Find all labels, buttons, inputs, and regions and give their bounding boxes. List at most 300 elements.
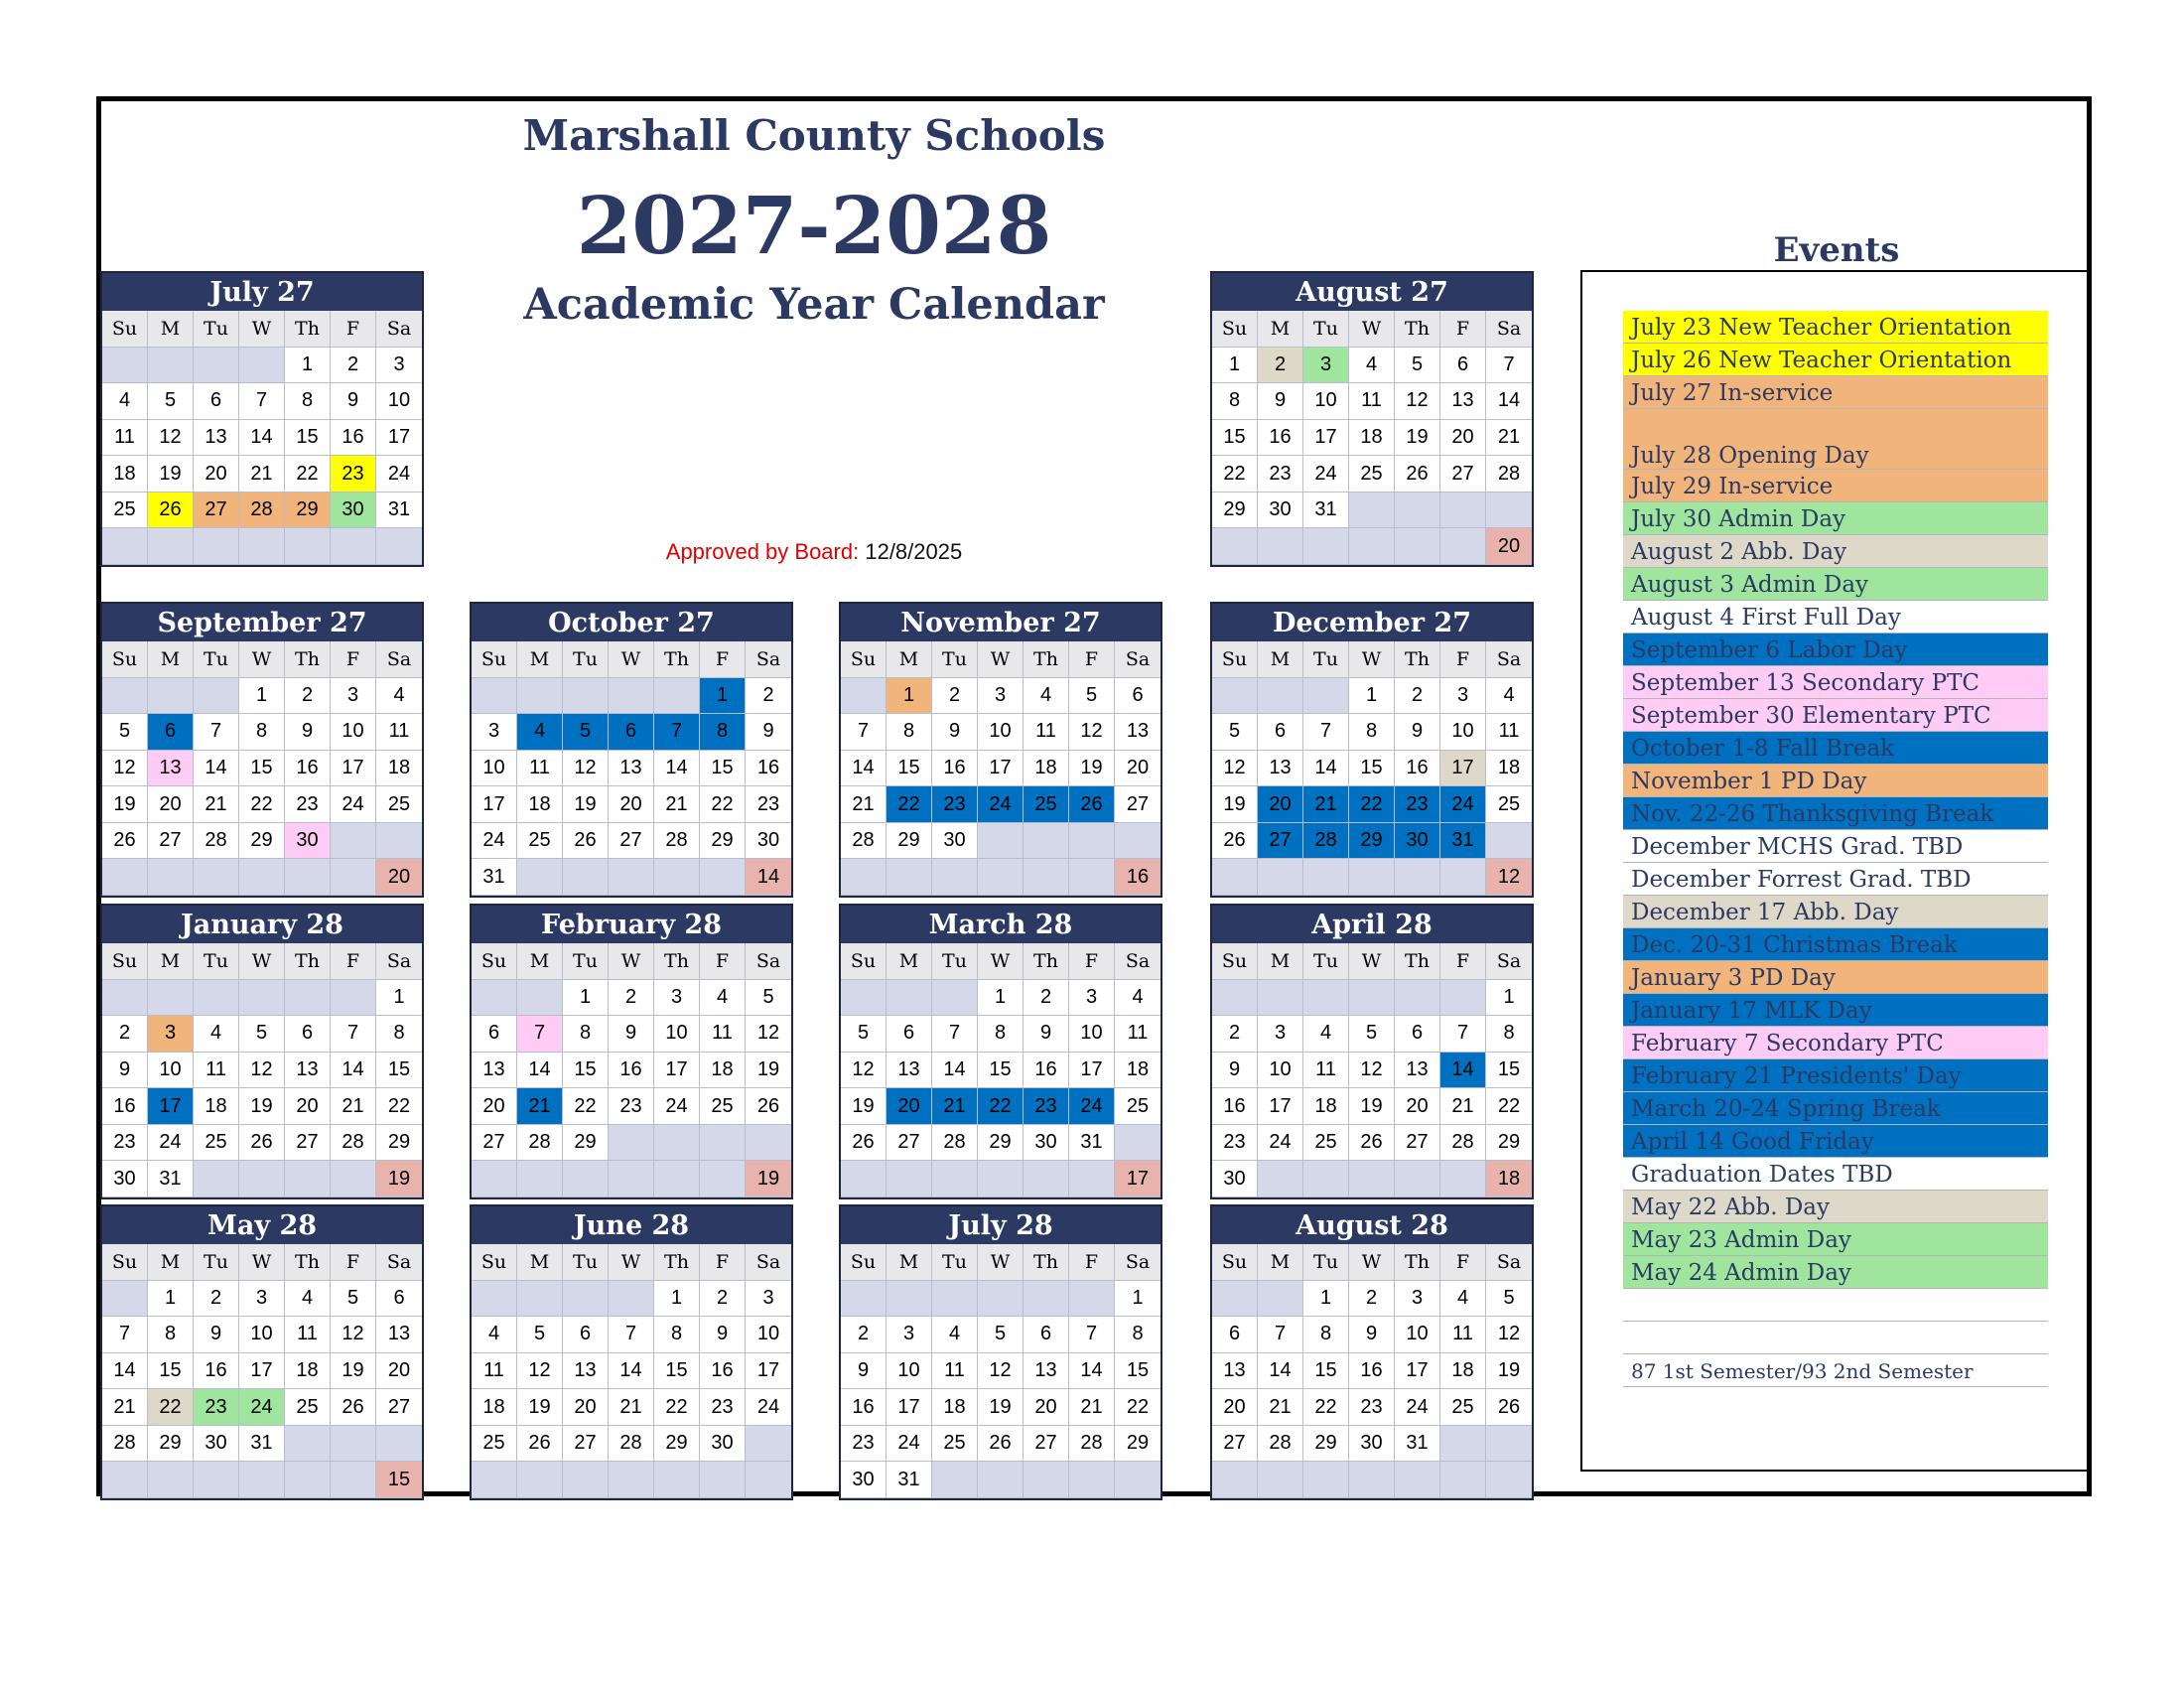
event-item: September 6 Labor Day	[1623, 633, 2048, 666]
day-cell: 7	[1440, 1016, 1486, 1053]
day-cell: 12	[1486, 1317, 1532, 1353]
weekday-header: Su	[102, 943, 148, 980]
weekday-header: W	[1349, 311, 1395, 348]
day-cell: 26	[239, 1125, 285, 1162]
empty-cell	[472, 1281, 517, 1318]
day-cell: 16	[194, 1353, 239, 1390]
day-cell: 3	[746, 1281, 791, 1318]
day-cell: 31	[148, 1161, 194, 1197]
day-cell: 11	[1303, 1053, 1349, 1089]
day-cell: 17	[472, 786, 517, 823]
day-cell: 8	[1349, 714, 1395, 751]
day-cell: 24	[1303, 456, 1349, 492]
day-cell: 16	[1258, 420, 1303, 457]
day-cell: 27	[563, 1426, 609, 1463]
day-cell: 3	[239, 1281, 285, 1318]
day-cell: 9	[1349, 1317, 1395, 1353]
weekday-header: F	[331, 641, 376, 678]
day-cell: 15	[654, 1353, 700, 1390]
month-mar28	[839, 904, 1162, 1199]
day-cell: 20	[563, 1389, 609, 1426]
day-cell: 15	[978, 1053, 1024, 1089]
empty-cell	[1069, 1281, 1115, 1318]
month-jul28	[839, 1204, 1162, 1500]
day-cell: 30	[1024, 1125, 1069, 1162]
day-cell: 3	[1303, 348, 1349, 384]
day-cell: 6	[472, 1016, 517, 1053]
month-grid	[102, 641, 422, 896]
weekday-header: M	[1258, 641, 1303, 678]
day-cell: 16	[1212, 1088, 1258, 1125]
event-item	[1623, 1289, 2048, 1322]
day-cell: 26	[841, 1125, 887, 1162]
day-cell: 22	[700, 786, 746, 823]
day-cell: 1	[1349, 678, 1395, 715]
day-cell: 15	[376, 1053, 422, 1089]
weekday-header: W	[1349, 1244, 1395, 1281]
day-cell: 15	[700, 751, 746, 787]
day-cell: 5	[1486, 1281, 1532, 1318]
events-list	[1623, 311, 2048, 1387]
empty-cell	[1115, 1462, 1160, 1498]
day-cell: 30	[1395, 823, 1440, 860]
weekday-header: F	[1069, 1244, 1115, 1281]
weekday-header: F	[1440, 641, 1486, 678]
day-cell: 29	[148, 1426, 194, 1463]
empty-cell	[1440, 859, 1486, 896]
empty-cell	[1024, 1281, 1069, 1318]
day-cell: 10	[978, 714, 1024, 751]
day-cell: 21	[609, 1389, 654, 1426]
empty-cell	[1440, 980, 1486, 1017]
day-cell: 27	[1258, 823, 1303, 860]
day-cell: 13	[887, 1053, 932, 1089]
day-cell: 13	[609, 751, 654, 787]
day-cell: 12	[1212, 751, 1258, 787]
day-cell: 24	[654, 1088, 700, 1125]
month-grid	[102, 1244, 422, 1498]
weekday-header: Su	[102, 641, 148, 678]
month-grid	[102, 311, 422, 565]
day-cell: 19	[1212, 786, 1258, 823]
day-cell: 12	[563, 751, 609, 787]
day-cell: 20	[609, 786, 654, 823]
month-title: December 27	[1212, 604, 1532, 641]
empty-cell	[654, 1161, 700, 1197]
day-cell: 15	[563, 1053, 609, 1089]
empty-cell	[1395, 859, 1440, 896]
day-cell: 30	[1212, 1161, 1258, 1197]
event-item: July 27 In-service	[1623, 376, 2048, 409]
day-cell: 10	[239, 1317, 285, 1353]
day-cell: 26	[746, 1088, 791, 1125]
day-cell: 25	[1115, 1088, 1160, 1125]
day-cell: 15	[1212, 420, 1258, 457]
empty-cell	[331, 980, 376, 1017]
day-cell: 1	[1303, 1281, 1349, 1318]
month-aug27	[1210, 271, 1534, 567]
empty-cell	[331, 823, 376, 860]
day-cell: 18	[1115, 1053, 1160, 1089]
month-grid	[102, 943, 422, 1197]
event-item: December Forrest Grad. TBD	[1623, 863, 2048, 896]
weekday-header: Th	[1395, 311, 1440, 348]
day-cell: 2	[1349, 1281, 1395, 1318]
weekday-header: W	[239, 641, 285, 678]
day-cell: 25	[1303, 1125, 1349, 1162]
empty-cell	[1395, 492, 1440, 529]
empty-cell	[1069, 823, 1115, 860]
day-cell: 14	[1069, 1353, 1115, 1390]
day-cell: 12	[1395, 383, 1440, 420]
day-cell: 3	[887, 1317, 932, 1353]
day-cell: 18	[285, 1353, 331, 1390]
empty-cell	[194, 678, 239, 715]
day-cell: 3	[376, 348, 422, 384]
day-cell: 2	[102, 1016, 148, 1053]
day-cell: 1	[1212, 348, 1258, 384]
day-cell: 4	[1115, 980, 1160, 1017]
weekday-header: F	[700, 641, 746, 678]
empty-cell	[331, 1426, 376, 1463]
day-cell: 10	[472, 751, 517, 787]
day-cell: 4	[517, 714, 563, 751]
day-cell: 12	[331, 1317, 376, 1353]
day-cell: 29	[978, 1125, 1024, 1162]
day-cell: 13	[1212, 1353, 1258, 1390]
day-count-cell: 19	[376, 1161, 422, 1197]
empty-cell	[700, 859, 746, 896]
empty-cell	[1024, 823, 1069, 860]
empty-cell	[1212, 980, 1258, 1017]
day-cell: 31	[376, 492, 422, 529]
weekday-header: Th	[654, 1244, 700, 1281]
day-cell: 12	[239, 1053, 285, 1089]
weekday-header: M	[887, 943, 932, 980]
day-cell: 17	[746, 1353, 791, 1390]
day-cell: 25	[1349, 456, 1395, 492]
day-cell: 19	[841, 1088, 887, 1125]
day-cell: 10	[654, 1016, 700, 1053]
day-cell: 1	[376, 980, 422, 1017]
day-cell: 28	[102, 1426, 148, 1463]
day-cell: 21	[654, 786, 700, 823]
day-cell: 15	[887, 751, 932, 787]
empty-cell	[194, 1161, 239, 1197]
day-cell: 23	[609, 1088, 654, 1125]
empty-cell	[563, 1281, 609, 1318]
day-cell: 22	[285, 456, 331, 492]
weekday-header: Tu	[932, 641, 978, 678]
event-item: March 20-24 Spring Break	[1623, 1092, 2048, 1125]
day-cell: 20	[472, 1088, 517, 1125]
empty-cell	[700, 1161, 746, 1197]
day-cell: 29	[1303, 1426, 1349, 1463]
empty-cell	[1395, 1462, 1440, 1498]
day-cell: 28	[932, 1125, 978, 1162]
day-cell: 20	[1115, 751, 1160, 787]
day-cell: 20	[194, 456, 239, 492]
weekday-header: Th	[285, 311, 331, 348]
weekday-header: M	[148, 641, 194, 678]
day-cell: 1	[563, 980, 609, 1017]
weekday-header: Tu	[932, 943, 978, 980]
approval-date: 12/8/2025	[865, 539, 963, 564]
day-cell: 12	[148, 420, 194, 457]
weekday-header: W	[609, 1244, 654, 1281]
day-cell: 14	[841, 751, 887, 787]
weekday-header: W	[978, 641, 1024, 678]
empty-cell	[1303, 678, 1349, 715]
empty-cell	[194, 980, 239, 1017]
day-cell: 2	[841, 1317, 887, 1353]
day-cell: 11	[1486, 714, 1532, 751]
weekday-header: Th	[654, 641, 700, 678]
day-cell: 10	[746, 1317, 791, 1353]
day-cell: 24	[978, 786, 1024, 823]
day-cell: 18	[1486, 751, 1532, 787]
day-cell: 7	[1069, 1317, 1115, 1353]
day-cell: 17	[148, 1088, 194, 1125]
weekday-header: Th	[1395, 641, 1440, 678]
empty-cell	[887, 980, 932, 1017]
weekday-header: Sa	[1486, 641, 1532, 678]
event-item: July 29 In-service	[1623, 470, 2048, 502]
day-cell: 18	[1024, 751, 1069, 787]
weekday-header: M	[148, 1244, 194, 1281]
day-cell: 19	[563, 786, 609, 823]
weekday-header: Sa	[1115, 1244, 1160, 1281]
day-cell: 26	[517, 1426, 563, 1463]
day-cell: 18	[700, 1053, 746, 1089]
day-cell: 3	[148, 1016, 194, 1053]
month-title: March 28	[841, 906, 1160, 943]
day-cell: 27	[887, 1125, 932, 1162]
day-cell: 3	[978, 678, 1024, 715]
day-cell: 23	[932, 786, 978, 823]
day-cell: 28	[1486, 456, 1532, 492]
day-cell: 27	[1395, 1125, 1440, 1162]
day-cell: 3	[1258, 1016, 1303, 1053]
day-cell: 8	[1303, 1317, 1349, 1353]
empty-cell	[1440, 1161, 1486, 1197]
day-cell: 28	[841, 823, 887, 860]
day-cell: 13	[194, 420, 239, 457]
day-cell: 4	[1440, 1281, 1486, 1318]
month-aug28	[1210, 1204, 1534, 1500]
day-cell: 13	[1258, 751, 1303, 787]
day-count-cell: 17	[1115, 1161, 1160, 1197]
day-cell: 7	[102, 1317, 148, 1353]
month-title: June 28	[472, 1206, 791, 1244]
day-cell: 15	[1486, 1053, 1532, 1089]
day-cell: 8	[148, 1317, 194, 1353]
day-cell: 26	[563, 823, 609, 860]
day-cell: 14	[609, 1353, 654, 1390]
day-cell: 4	[472, 1317, 517, 1353]
empty-cell	[1258, 1161, 1303, 1197]
day-cell: 13	[472, 1053, 517, 1089]
day-cell: 25	[517, 823, 563, 860]
day-cell: 12	[746, 1016, 791, 1053]
empty-cell	[1440, 1462, 1486, 1498]
day-cell: 19	[1349, 1088, 1395, 1125]
empty-cell	[1486, 823, 1532, 860]
weekday-header: Th	[1395, 1244, 1440, 1281]
month-grid	[472, 943, 791, 1197]
day-cell: 23	[331, 456, 376, 492]
empty-cell	[472, 1462, 517, 1498]
weekday-header: W	[1349, 641, 1395, 678]
day-cell: 17	[376, 420, 422, 457]
day-cell: 31	[1440, 823, 1486, 860]
day-cell: 30	[194, 1426, 239, 1463]
month-title: May 28	[102, 1206, 422, 1244]
day-cell: 31	[1395, 1426, 1440, 1463]
month-grid	[1212, 311, 1532, 565]
day-cell: 8	[1486, 1016, 1532, 1053]
weekday-header: Sa	[376, 641, 422, 678]
weekday-header: M	[1258, 1244, 1303, 1281]
weekday-header: Sa	[1486, 311, 1532, 348]
day-cell: 24	[472, 823, 517, 860]
empty-cell	[1349, 980, 1395, 1017]
day-cell: 16	[746, 751, 791, 787]
day-cell: 6	[194, 383, 239, 420]
day-cell: 12	[1349, 1053, 1395, 1089]
day-cell: 21	[1440, 1088, 1486, 1125]
empty-cell	[932, 859, 978, 896]
day-cell: 24	[1440, 786, 1486, 823]
day-cell: 20	[887, 1088, 932, 1125]
day-cell: 1	[148, 1281, 194, 1318]
day-cell: 22	[1115, 1389, 1160, 1426]
day-cell: 24	[331, 786, 376, 823]
weekday-header: Tu	[1303, 641, 1349, 678]
day-cell: 1	[1486, 980, 1532, 1017]
empty-cell	[1486, 1426, 1532, 1463]
day-cell: 27	[376, 1389, 422, 1426]
empty-cell	[746, 1426, 791, 1463]
empty-cell	[239, 1462, 285, 1498]
day-cell: 14	[331, 1053, 376, 1089]
empty-cell	[102, 678, 148, 715]
empty-cell	[148, 678, 194, 715]
district-name: Marshall County Schools	[522, 111, 1106, 160]
day-cell: 28	[609, 1426, 654, 1463]
day-cell: 7	[609, 1317, 654, 1353]
weekday-header: F	[1440, 943, 1486, 980]
weekday-header: Tu	[1303, 311, 1349, 348]
month-grid	[1212, 641, 1532, 896]
day-cell: 12	[1069, 714, 1115, 751]
day-cell: 29	[239, 823, 285, 860]
event-item: January 17 MLK Day	[1623, 994, 2048, 1027]
empty-cell	[563, 1161, 609, 1197]
day-cell: 11	[517, 751, 563, 787]
weekday-header: Su	[1212, 943, 1258, 980]
day-cell: 28	[1069, 1426, 1115, 1463]
weekday-header: W	[1349, 943, 1395, 980]
day-cell: 18	[932, 1389, 978, 1426]
empty-cell	[472, 980, 517, 1017]
day-cell: 24	[1395, 1389, 1440, 1426]
day-cell: 4	[102, 383, 148, 420]
day-cell: 19	[1486, 1353, 1532, 1390]
weekday-header: Sa	[376, 1244, 422, 1281]
empty-cell	[1349, 492, 1395, 529]
empty-cell	[841, 1161, 887, 1197]
day-cell: 13	[148, 751, 194, 787]
day-cell: 16	[102, 1088, 148, 1125]
day-cell: 23	[1024, 1088, 1069, 1125]
empty-cell	[978, 1161, 1024, 1197]
event-item: July 26 New Teacher Orientation	[1623, 344, 2048, 376]
empty-cell	[517, 1161, 563, 1197]
event-item: Graduation Dates TBD	[1623, 1158, 2048, 1191]
day-count-cell: 18	[1486, 1161, 1532, 1197]
day-cell: 10	[1258, 1053, 1303, 1089]
month-grid	[841, 1244, 1160, 1498]
month-title: October 27	[472, 604, 791, 641]
day-cell: 30	[932, 823, 978, 860]
weekday-header: Th	[654, 943, 700, 980]
empty-cell	[1349, 1462, 1395, 1498]
weekday-header: Th	[1024, 1244, 1069, 1281]
day-cell: 23	[1349, 1389, 1395, 1426]
day-cell: 18	[376, 751, 422, 787]
school-year: 2027-2028	[576, 179, 1052, 272]
day-cell: 6	[1024, 1317, 1069, 1353]
empty-cell	[239, 528, 285, 565]
weekday-header: Su	[1212, 641, 1258, 678]
day-cell: 7	[1303, 714, 1349, 751]
weekday-header: Th	[1395, 943, 1440, 980]
day-cell: 1	[654, 1281, 700, 1318]
day-cell: 25	[932, 1426, 978, 1463]
day-cell: 9	[609, 1016, 654, 1053]
empty-cell	[932, 980, 978, 1017]
day-cell: 31	[887, 1462, 932, 1498]
day-cell: 10	[1303, 383, 1349, 420]
empty-cell	[148, 348, 194, 384]
day-cell: 16	[1024, 1053, 1069, 1089]
day-count-cell: 20	[376, 859, 422, 896]
empty-cell	[285, 980, 331, 1017]
day-cell: 23	[1212, 1125, 1258, 1162]
day-cell: 23	[194, 1389, 239, 1426]
day-cell: 25	[194, 1125, 239, 1162]
day-cell: 20	[285, 1088, 331, 1125]
month-sep27	[100, 602, 424, 898]
day-cell: 22	[654, 1389, 700, 1426]
day-cell: 2	[1024, 980, 1069, 1017]
empty-cell	[1258, 528, 1303, 565]
empty-cell	[887, 1281, 932, 1318]
day-cell: 2	[194, 1281, 239, 1318]
approval-label: Approved by Board:	[665, 539, 866, 564]
event-item: December 17 Abb. Day	[1623, 896, 2048, 928]
day-cell: 7	[841, 714, 887, 751]
day-cell: 22	[1212, 456, 1258, 492]
empty-cell	[239, 980, 285, 1017]
day-cell: 25	[1486, 786, 1532, 823]
weekday-header: Tu	[563, 1244, 609, 1281]
empty-cell	[517, 1462, 563, 1498]
day-cell: 28	[517, 1125, 563, 1162]
day-cell: 18	[1349, 420, 1395, 457]
empty-cell	[1303, 859, 1349, 896]
